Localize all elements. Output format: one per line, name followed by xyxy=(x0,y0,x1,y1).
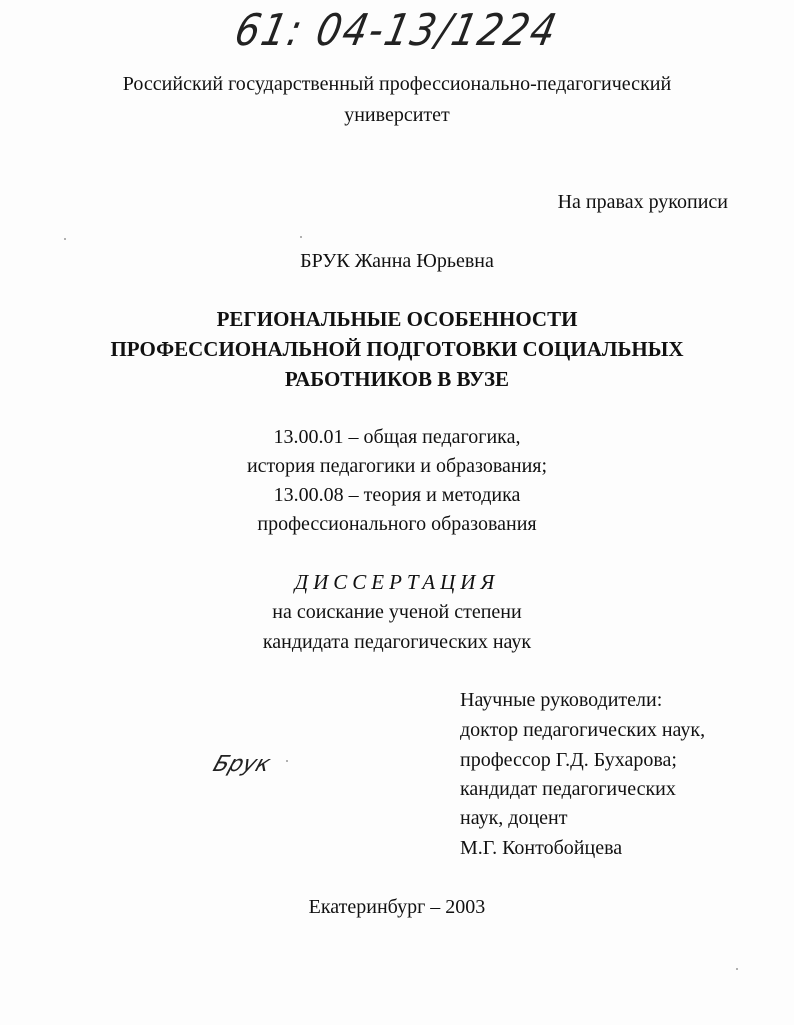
scan-speck xyxy=(300,236,302,238)
author-signature: Брук xyxy=(209,752,274,777)
scan-speck xyxy=(286,760,288,762)
author-name: БРУК Жанна Юрьевна xyxy=(300,250,494,272)
city-year: Екатеринбург – 2003 xyxy=(308,896,486,918)
degree-line-1: на соискание ученой степени xyxy=(272,601,522,623)
dissertation-label: ДИССЕРТАЦИЯ xyxy=(294,570,500,594)
specialty-line-1: 13.00.01 – общая педагогика, xyxy=(273,426,521,448)
supervisor-line-4: наук, доцент xyxy=(460,807,568,829)
specialty-line-4: профессионального образования xyxy=(257,513,537,535)
degree-line-2: кандидата педагогических наук xyxy=(262,631,532,653)
supervisor-line-2: профессор Г.Д. Бухарова; xyxy=(460,749,677,771)
specialty-line-2: история педагогики и образования; xyxy=(246,455,548,477)
university-name-line-2: университет xyxy=(344,104,450,126)
supervisor-line-5: М.Г. Контобойцева xyxy=(460,837,623,859)
title-line-1: РЕГИОНАЛЬНЫЕ ОСОБЕННОСТИ xyxy=(216,307,578,331)
supervisors-heading: Научные руководители: xyxy=(460,689,663,711)
title-line-3: РАБОТНИКОВ В ВУЗЕ xyxy=(284,367,510,391)
scan-speck xyxy=(736,968,738,970)
archive-code-handwritten: 61: 04-13/1224 xyxy=(230,4,563,56)
university-name-line-1: Российский государственный профессионально-педагогический xyxy=(122,73,672,95)
manuscript-rights: На правах рукописи xyxy=(557,191,728,213)
title-line-2: ПРОФЕССИОНАЛЬНОЙ ПОДГОТОВКИ СОЦИАЛЬНЫХ xyxy=(110,337,684,361)
supervisor-line-3: кандидат педагогических xyxy=(460,778,676,800)
scan-speck xyxy=(64,238,66,240)
supervisor-line-1: доктор педагогических наук, xyxy=(460,719,706,741)
specialty-line-3: 13.00.08 – теория и методика xyxy=(273,484,521,506)
